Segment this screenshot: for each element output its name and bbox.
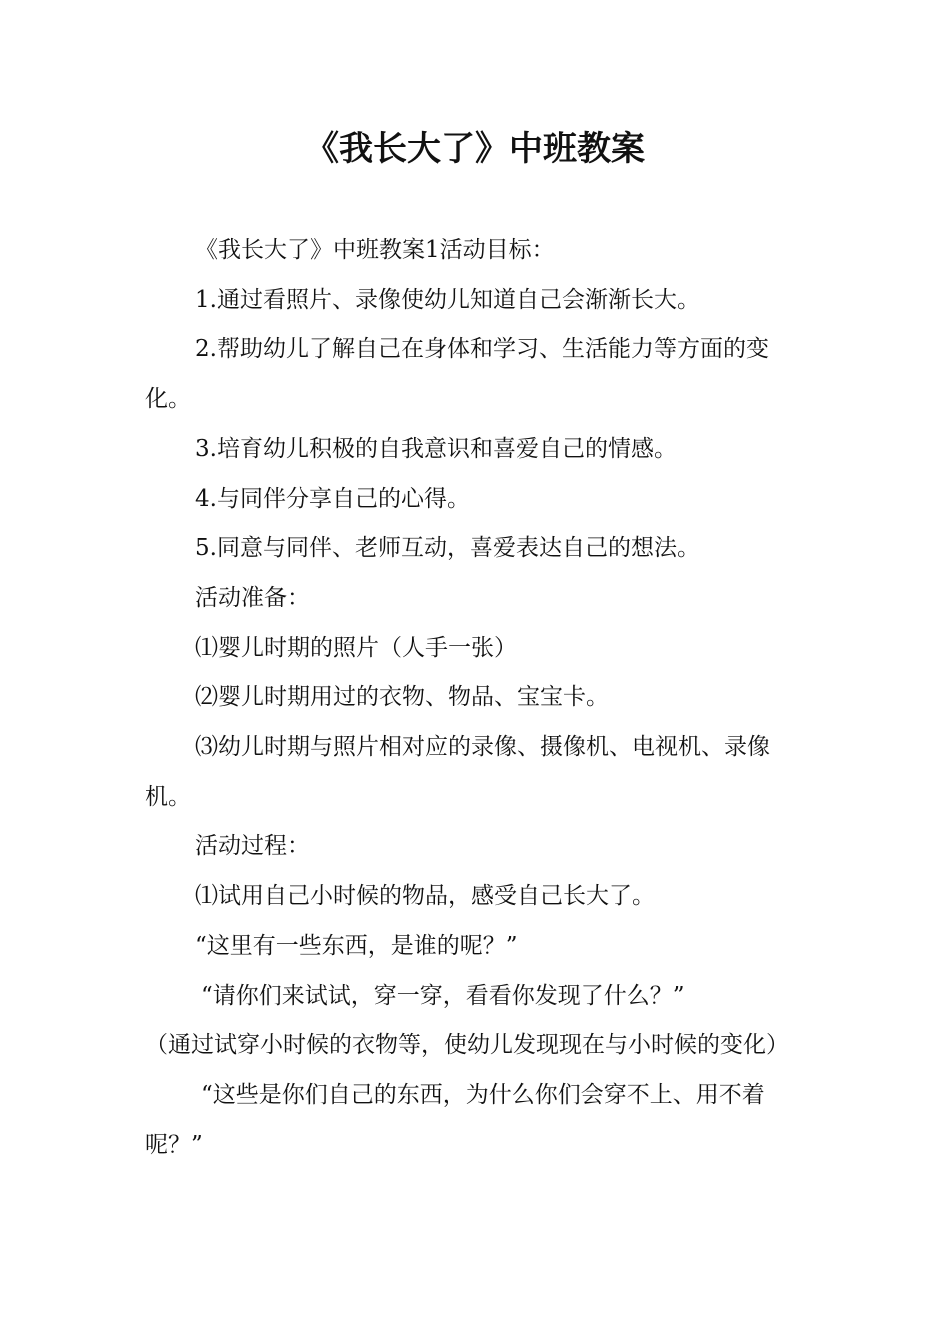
paragraph-goal-2: 2.帮助幼儿了解自己在身体和学习、生活能力等方面的变化。 [145,336,769,413]
paragraph-preparation-2: ⑵婴儿时期用过的衣物、物品、宝宝卡。 [195,684,609,711]
document-title: 《我长大了》中班教案 [305,129,645,169]
document-body [145,226,807,1170]
paragraph-quote-2: “请你们来试试，穿一穿，看看你发现了什么？” [201,982,685,1009]
paragraph-intro: 《我长大了》中班教案1活动目标： [195,237,555,263]
paragraph-note: （通过试穿小时候的衣物等，使幼儿发现现在与小时候的变化） [145,1032,789,1059]
paragraph-process-heading: 活动过程： [195,833,310,860]
paragraph-process-1: ⑴试用自己小时候的物品，感受自己长大了。 [195,883,655,910]
paragraph-goal-5: 5.同意与同伴、老师互动，喜爱表达自己的想法。 [195,535,700,562]
paragraph-goal-4: 4.与同伴分享自己的心得。 [195,485,470,512]
paragraph-preparation-heading: 活动准备： [195,584,310,611]
paragraph-goal-3: 3.培育幼儿积极的自我意识和喜爱自己的情感。 [195,435,677,462]
paragraph-quote-1: “这里有一些东西，是谁的呢？” [195,932,518,959]
paragraph-preparation-1: ⑴婴儿时期的照片（人手一张） [195,634,517,661]
paragraph-quote-3: “这些是你们自己的东西，为什么你们会穿不上、用不着呢？” [145,1081,765,1158]
paragraph-preparation-3: ⑶幼儿时期与照片相对应的录像、摄像机、电视机、录像机。 [145,734,770,810]
paragraph-goal-1: 1.通过看照片、录像使幼儿知道自己会渐渐长大。 [195,286,700,313]
